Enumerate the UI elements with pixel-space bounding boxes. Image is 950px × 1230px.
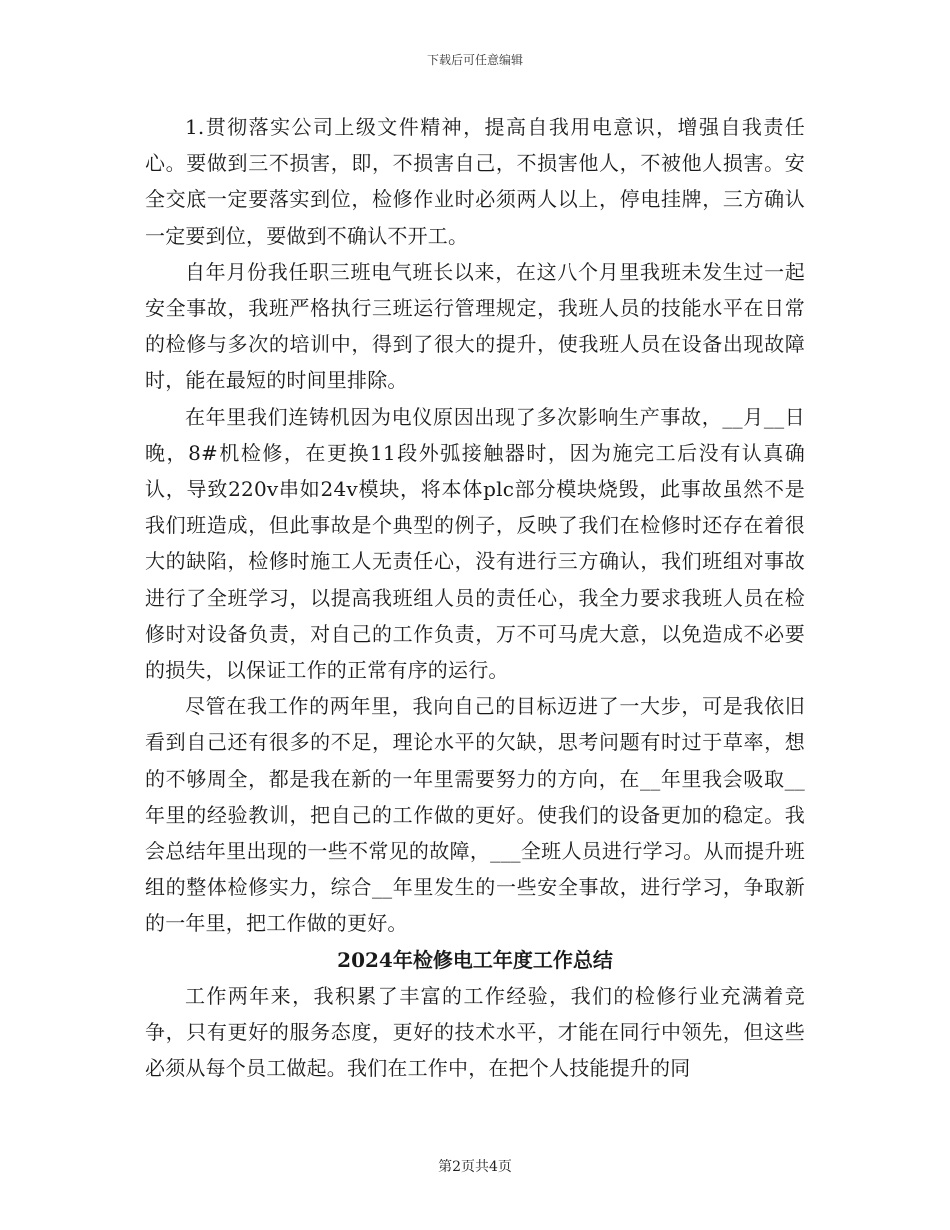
document-body: [145, 109, 805, 1086]
section-title: 2024年检修电工年度工作总结: [337, 947, 613, 972]
paragraph-incident: 在年里我们连铸机因为电仪原因出现了多次影响生产事故，__月__日晚，8#机检修，在更换11段外弧接触器时，因为施完工后没有认真确认，导致220v串如24v模块，将本体plc部分模块烧毁，此事故虽然不是我们班造成，但此事故是个典型的例子，反映了我们在检修时还存在着很大的缺陷，检修时施工人无责任心，没有进行三方确认，我们班组对事故进行了全班学习，以提高我班组人员的责任心，我全力要求我班人员在检修时对设备负责，对自己的工作负责，万不可马虎大意，以免造成不必要的损失，以保证工作的正常有序的运行。: [145, 404, 805, 683]
page-header: 下载后可任意编辑: [426, 53, 523, 67]
paragraph-safety: 1.贯彻落实公司上级文件精神，提高自我用电意识，增强自我责任心。要做到三不损害，即，不损害自己，不损害他人，不被他人损害。安全交底一定要落实到位，检修作业时必须两人以上，停电挂牌，三方确认一定要到位，要做到不确认不开工。: [145, 115, 805, 248]
paragraph-team-leader: 自年月份我任职三班电气班长以来，在这八个月里我班未发生过一起安全事故，我班严格执行三班运行管理规定，我班人员的技能水平在日常的检修与多次的培训中，得到了很大的提升，使我班人员在设备出现故障时，能在最短的时间里排除。: [145, 259, 805, 393]
page-number: 第2页共4页: [438, 1159, 512, 1175]
paragraph-summary-intro: 工作两年来，我积累了丰富的工作经验，我们的检修行业充满着竞争，只有更好的服务态度，更好的技术水平，才能在同行中领先，但这些必须从每个员工做起。我们在工作中，在把个人技能提升的同: [145, 983, 805, 1081]
paragraph-self-review: 尽管在我工作的两年里，我向自己的目标迈进了一大步，可是我依旧看到自己还有很多的不足，理论水平的欠缺，思考问题有时过于草率，想的不够周全，都是我在新的一年里需要努力的方向，在__年里我会吸取__年里的经验教训，把自己的工作做的更好。使我们的设备更加的稳定。我会总结年里出现的一些不常见的故障，___全班人员进行学习。从而提升班组的整体检修实力，综合__年里发生的一些安全事故，进行学习，争取新的一年里，把工作做的更好。: [145, 694, 805, 936]
